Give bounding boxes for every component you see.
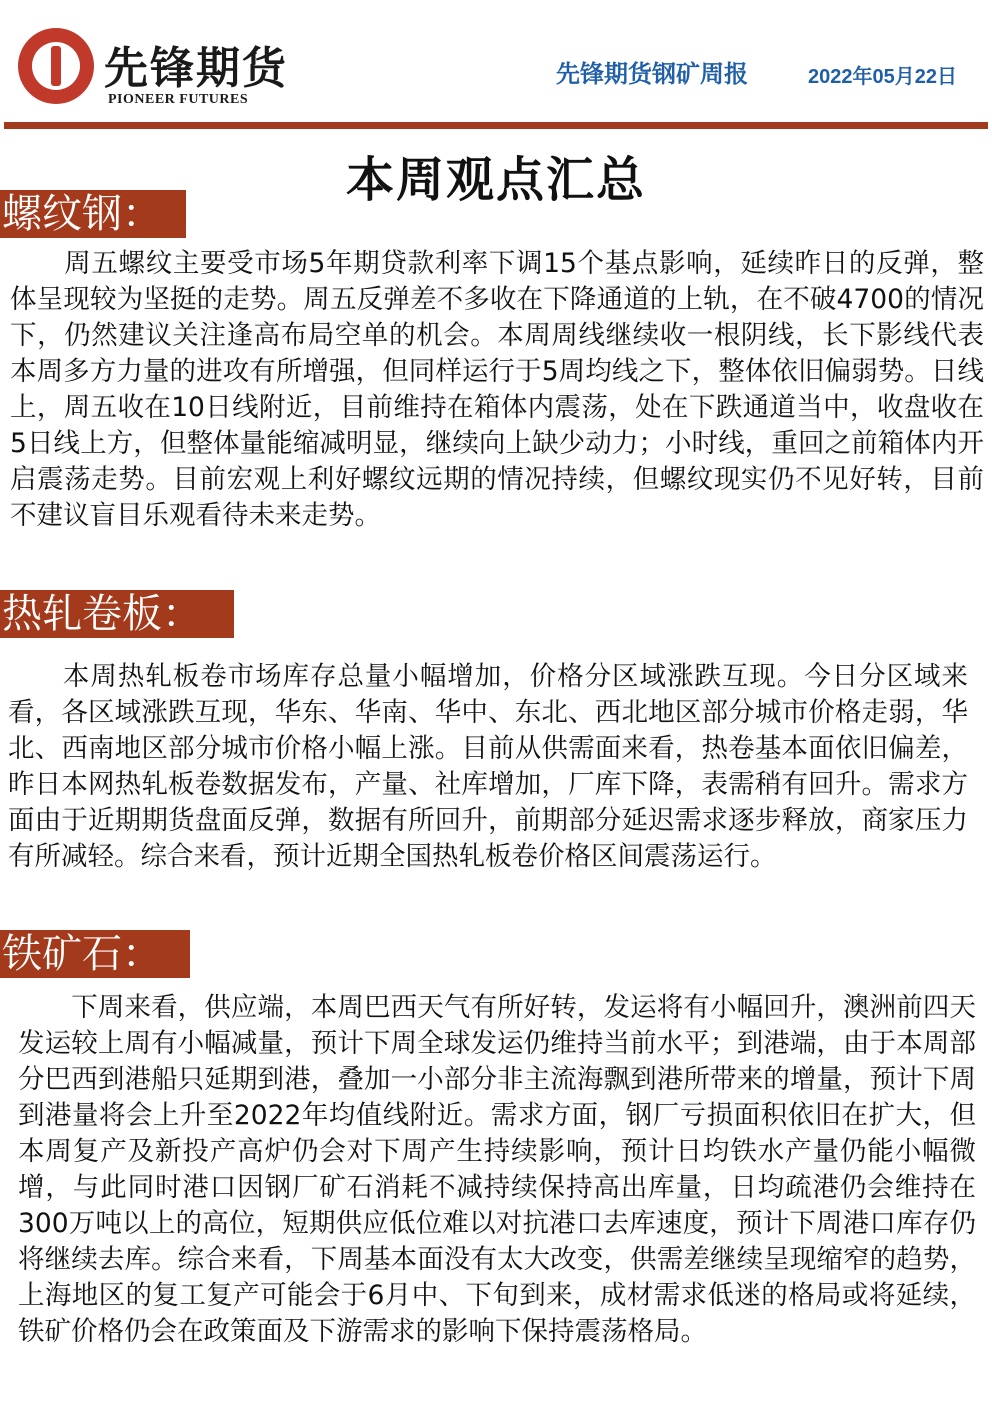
- report-title: 先锋期货钢矿周报: [556, 60, 748, 88]
- section-heading-hot-rolled-coil: 热轧卷板：: [0, 590, 234, 638]
- pioneer-logo-icon: [18, 28, 94, 104]
- section-body-rebar: 周五螺纹主要受市场5年期贷款利率下调15个基点影响，延续昨日的反弹，整体呈现较为坚挺的走势。周五反弹差不多收在下降通道的上轨，在不破4700的情况下，仍然建议关注逢高布局空单的机会。本周周线继续收一根阴线，长下影线代表本周多方力量的进攻有所增强，但同样运行于5周均线之下，整体依旧偏弱势。日线上，周五收在10日线附近，目前维持在箱体内震荡，处在下跌通道当中，收盘收在5日线上方，但整体量能缩减明显，继续向上缺少动力；小时线，重回之前箱体内开启震荡走势。目前宏观上利好螺纹远期的情况持续，但螺纹现实仍不见好转，目前不建议盲目乐观看待未来走势。: [10, 248, 984, 531]
- section-body-hot-rolled-coil: 本周热轧板卷市场库存总量小幅增加，价格分区域涨跌互现。今日分区域来看，各区域涨跌互现，华东、华南、华中、东北、西北地区部分城市价格走弱，华北、西南地区部分城市价格小幅上涨。目前从供需面来看，热卷基本面依旧偏差，昨日本网热轧板卷数据发布，产量、社库增加，厂库下降，表需稍有回升。需求方面由于近期期货盘面反弹，数据有所回升，前期部分延迟需求逐步释放，商家压力有所减轻。综合来看，预计近期全国热轧板卷价格区间震荡运行。: [8, 661, 968, 872]
- report-date: 2022年05月22日: [808, 66, 957, 88]
- page-header: [0, 0, 992, 132]
- section-heading-rebar: 螺纹钢：: [0, 190, 186, 238]
- logo-english-name: PIONEER FUTURES: [108, 92, 249, 107]
- section-body-iron-ore: 下周来看，供应端，本周巴西天气有所好转，发运将有小幅回升，澳洲前四天发运较上周有小幅减量，预计下周全球发运仍维持当前水平；到港端，由于本周部分巴西到港船只延期到港，叠加一小部分非主流海飘到港所带来的增量，预计下周到港量将会上升至2022年均值线附近。需求方面，钢厂亏损面积依旧在扩大，但本周复产及新投产高炉仍会对下周产生持续影响，预计日均铁水产量仍能小幅微增，与此同时港口因钢厂矿石消耗不减持续保持高出库量，日均疏港仍会维持在300万吨以上的高位，短期供应低位难以对抗港口去库速度，预计下周港口库存仍将继续去库。综合来看，下周基本面没有太大改变，供需差继续呈现缩窄的趋势，上海地区的复工复产可能会于6月中、下旬到来，成材需求低迷的格局或将延续，铁矿价格仍会在政策面及下游需求的影响下保持震荡格局。: [18, 992, 976, 1347]
- logo-chinese-name: 先锋期货: [104, 43, 288, 94]
- page-title: 本周观点汇总: [345, 152, 646, 208]
- section-heading-iron-ore: 铁矿石：: [0, 930, 190, 978]
- header-divider: [4, 122, 988, 129]
